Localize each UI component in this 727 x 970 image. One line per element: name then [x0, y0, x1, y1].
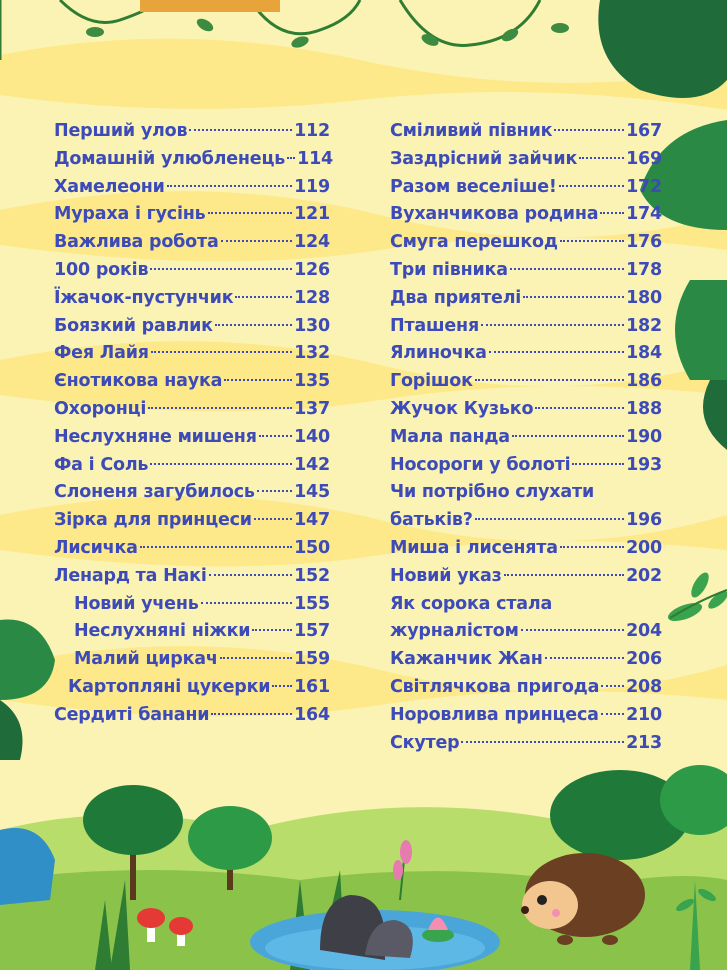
toc-title: Разом веселіше! — [390, 176, 557, 197]
toc-title: Жучок Кузько — [390, 398, 534, 419]
toc-page-number: 135 — [294, 371, 330, 392]
toc-entry[interactable] — [54, 618, 330, 646]
toc-title: журналістом — [390, 621, 519, 642]
toc-page-number: 190 — [626, 426, 662, 447]
toc-title: Малий циркач — [74, 649, 218, 670]
toc-entry[interactable] — [390, 535, 662, 563]
toc-page-number: 200 — [626, 537, 662, 558]
toc-title: Перший улов — [54, 121, 188, 141]
toc-leader — [209, 574, 292, 576]
toc-page-number: 206 — [626, 649, 662, 670]
toc-leader — [481, 324, 624, 326]
toc-leader — [601, 685, 624, 687]
toc-leader — [287, 157, 295, 159]
toc-leader — [572, 463, 624, 465]
toc-leader — [220, 657, 292, 659]
toc-title: Неслухняне мишеня — [54, 426, 257, 447]
toc-leader — [150, 463, 292, 465]
toc-page-number: 124 — [294, 232, 330, 253]
toc-title: Пташеня — [390, 315, 479, 336]
toc-entry[interactable] — [390, 702, 662, 730]
toc-entry[interactable] — [390, 618, 662, 646]
toc-leader — [579, 157, 624, 159]
toc-title: Домашній улюбленець — [54, 148, 286, 169]
toc-leader — [259, 435, 292, 437]
toc-title: Зірка для принцеси — [54, 510, 252, 531]
toc-page-number: 147 — [294, 510, 330, 531]
toc-page-number: 126 — [294, 259, 330, 280]
toc-title: Єнотикова наука — [54, 371, 223, 392]
toc-title: Скутер — [390, 732, 460, 753]
toc-title: Два приятелі — [390, 287, 522, 308]
toc-leader — [545, 657, 624, 659]
toc-entry[interactable] — [54, 563, 330, 591]
toc-entry[interactable] — [390, 340, 662, 368]
toc-entry[interactable] — [54, 313, 330, 341]
toc-page-number: 150 — [294, 537, 330, 558]
toc-page-number: 128 — [294, 287, 330, 308]
toc-title: Норовлива принцеса — [390, 704, 599, 725]
toc-page-number: 167 — [626, 121, 662, 141]
toc-title: Їжачок-пустунчик — [54, 287, 234, 308]
toc-page-number: 178 — [626, 259, 662, 280]
toc-entry[interactable] — [54, 146, 334, 174]
toc-title: Заздрісний зайчик — [390, 148, 578, 169]
toc-page-number: 188 — [626, 398, 662, 419]
toc-page-number: 157 — [294, 621, 330, 642]
toc-page-number: 184 — [626, 343, 662, 364]
toc-title: Фея Лайя — [54, 343, 149, 364]
toc-page-number: 161 — [294, 676, 330, 697]
toc-title: Сміливий півник — [390, 121, 553, 141]
toc-leader — [257, 490, 292, 492]
toc-title: Сердиті банани — [54, 704, 210, 725]
toc-page-number: 182 — [626, 315, 662, 336]
toc-leader — [211, 713, 292, 715]
toc-leader — [512, 435, 624, 437]
toc-title: Три півника — [390, 259, 508, 280]
toc-page-number: 193 — [626, 454, 662, 475]
toc-title: Картопляні цукерки — [68, 676, 271, 697]
toc-page-number: 186 — [626, 371, 662, 392]
toc-leader — [189, 129, 292, 131]
toc-page-number: 119 — [294, 176, 330, 197]
toc-title: Неслухняні ніжки — [74, 621, 251, 642]
toc-page-number: 130 — [294, 315, 330, 336]
toc-leader — [208, 212, 293, 214]
toc-entry[interactable] — [54, 118, 330, 146]
toc-leader — [148, 407, 292, 409]
toc-title: Новий учень — [74, 593, 199, 614]
toc-entry-line1[interactable]: Чи потрібно слухати — [390, 482, 595, 503]
toc-entry[interactable] — [390, 174, 662, 202]
toc-entry[interactable] — [54, 201, 330, 229]
toc-page-number: 213 — [626, 732, 662, 753]
toc-entry[interactable] — [54, 340, 330, 368]
toc-leader — [489, 351, 624, 353]
toc-entry[interactable] — [54, 424, 330, 452]
toc-entry[interactable] — [390, 674, 662, 702]
toc-title: Новий указ — [390, 565, 502, 586]
toc-leader — [140, 546, 292, 548]
toc-leader — [523, 296, 624, 298]
toc-column-left — [54, 118, 334, 730]
toc-entry[interactable] — [390, 146, 662, 174]
toc-leader — [475, 518, 624, 520]
toc-entry[interactable] — [390, 257, 662, 285]
toc-entry[interactable] — [390, 368, 662, 396]
toc-entry[interactable] — [54, 452, 330, 480]
toc-title: Горішок — [390, 371, 473, 392]
toc-title: Ленард та Накі — [54, 565, 207, 586]
toc-leader — [521, 629, 624, 631]
toc-leader — [235, 296, 292, 298]
toc-entry-line1[interactable]: Як сорока стала — [390, 593, 553, 614]
toc-title: Ялиночка — [390, 343, 487, 364]
toc-entry[interactable] — [390, 424, 662, 452]
toc-entry[interactable] — [390, 507, 662, 535]
toc-entry[interactable] — [54, 535, 330, 563]
toc-page-number: 155 — [294, 593, 330, 614]
toc-page-number: 176 — [626, 232, 662, 253]
toc-entry[interactable] — [54, 674, 330, 702]
toc-page-number: 121 — [294, 204, 330, 225]
toc-leader — [150, 268, 292, 270]
toc-title: Світлячкова пригода — [390, 676, 600, 697]
toc-entry[interactable] — [54, 285, 330, 313]
toc-title: Кажанчик Жан — [390, 649, 543, 670]
toc-page-number: 204 — [626, 621, 662, 642]
toc-title: Фа і Соль — [54, 454, 149, 475]
toc-entry[interactable] — [390, 201, 662, 229]
toc-title: Охоронці — [54, 398, 147, 419]
toc-page-number: 112 — [294, 121, 330, 141]
toc-page-number: 208 — [626, 676, 662, 697]
toc-leader — [151, 351, 292, 353]
toc-page-number: 132 — [294, 343, 330, 364]
toc-page-number: 172 — [626, 176, 662, 197]
toc-leader — [560, 240, 624, 242]
toc-page-number: 164 — [294, 704, 330, 725]
toc-title: 100 років — [54, 259, 149, 280]
toc-leader — [504, 574, 624, 576]
toc-leader — [272, 685, 292, 687]
toc-entry[interactable] — [390, 313, 662, 341]
toc-page-number: 137 — [294, 398, 330, 419]
toc-page-number: 140 — [294, 426, 330, 447]
toc-leader — [560, 546, 624, 548]
toc-leader — [201, 602, 292, 604]
toc-title: Смуга перешкод — [390, 232, 558, 253]
toc-page-number: 180 — [626, 287, 662, 308]
toc-leader — [601, 713, 624, 715]
toc-entry[interactable] — [54, 368, 330, 396]
toc-entry[interactable] — [390, 118, 662, 146]
toc-leader — [559, 185, 624, 187]
toc-page-number: 202 — [626, 565, 662, 586]
toc-leader — [252, 629, 292, 631]
toc-entry[interactable] — [54, 229, 330, 257]
toc-title: Мала панда — [390, 426, 510, 447]
toc-page-number: 152 — [294, 565, 330, 586]
toc-title: Миша і лисенята — [390, 537, 558, 558]
toc-entry[interactable] — [54, 507, 330, 535]
toc-leader — [224, 379, 292, 381]
toc-entry[interactable] — [390, 646, 662, 674]
toc-entry[interactable] — [54, 174, 330, 202]
toc-title: Мураха і гусінь — [54, 204, 206, 225]
toc-page-number: 174 — [626, 204, 662, 225]
toc-leader — [600, 212, 624, 214]
toc-entry[interactable] — [54, 591, 330, 619]
toc-page-number: 142 — [294, 454, 330, 475]
toc-leader — [215, 324, 292, 326]
toc-entry[interactable] — [54, 702, 330, 730]
toc-entry[interactable] — [390, 563, 662, 591]
toc-leader — [461, 741, 624, 743]
toc-entry[interactable] — [54, 479, 330, 507]
toc-leader — [254, 518, 292, 520]
toc-title: Важлива робота — [54, 232, 219, 253]
toc-entry[interactable] — [390, 229, 662, 257]
toc-entry[interactable] — [390, 452, 662, 480]
toc-page-number: 210 — [626, 704, 662, 725]
toc-leader — [221, 240, 293, 242]
toc-title: Боязкий равлик — [54, 315, 213, 336]
toc-title: Носороги у болоті — [390, 454, 571, 475]
toc-leader — [535, 407, 624, 409]
toc-entry[interactable] — [54, 396, 330, 424]
toc-page-number: 159 — [294, 649, 330, 670]
toc-page-number: 145 — [294, 482, 330, 503]
toc-page-number: 169 — [626, 148, 662, 169]
toc-title: Слоненя загубилось — [54, 482, 255, 503]
toc-entry[interactable] — [54, 646, 330, 674]
toc-entry[interactable] — [390, 396, 662, 424]
toc-entry[interactable] — [54, 257, 330, 285]
toc-title: Лисичка — [54, 537, 138, 558]
toc-title: Хамелеони — [54, 176, 165, 197]
toc-title: Вуханчикова родина — [390, 204, 599, 225]
toc-entry[interactable] — [390, 285, 662, 313]
toc-column-right — [390, 118, 662, 757]
toc-page-number: 196 — [626, 510, 662, 531]
branch — [140, 0, 280, 12]
toc-leader — [510, 268, 624, 270]
toc-leader — [167, 185, 292, 187]
toc-title: батьків? — [390, 510, 473, 531]
toc-leader — [554, 129, 624, 131]
toc-leader — [475, 379, 624, 381]
toc-entry[interactable] — [390, 730, 662, 758]
toc-page-number: 114 — [297, 148, 334, 169]
